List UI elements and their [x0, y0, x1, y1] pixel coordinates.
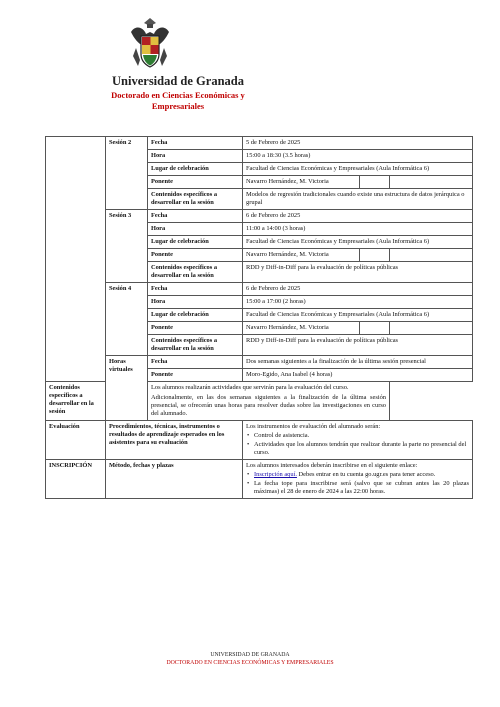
list-item: • La fecha tope para inscribirse será (salvo que se cubran antes las 20 plazas máximas) el 28 de enero de 2024 a las 22:00 horas.: [246, 480, 469, 496]
virtual-hours-label: Horas virtuales: [106, 356, 148, 421]
course-schedule-table: [45, 136, 473, 499]
footer-university: UNIVERSIDAD DE GRANADA: [210, 652, 290, 658]
session-label: Sesión 3: [106, 210, 148, 283]
registration-label: INSCRIPCIÓN: [46, 460, 106, 499]
session-place: Facultad de Ciencias Económicas y Empresariales (Aula Informática 6): [243, 236, 473, 249]
registration-row: [46, 460, 473, 499]
session-contents: RDD y Diff-in-Diff para la evaluación de políticas públicas: [243, 262, 473, 283]
session-speaker: Navarro Hernández, M. Victoria: [243, 322, 360, 335]
session-contents: RDD y Diff-in-Diff para la evaluación de políticas públicas: [243, 335, 473, 356]
session-2-fecha-row: [46, 137, 473, 150]
evaluation-sub-label: Procedimientos, técnicas, instrumentos o resultados de aprendizaje esperados en los asistentes para su evaluación: [106, 421, 243, 460]
university-crest-logo: [126, 14, 174, 74]
registration-link-note: Debes entrar en tu cuenta go.ugr.es para tener acceso.: [296, 471, 436, 478]
session-time: 11:00 a 14:00 (3 horas): [243, 223, 473, 236]
evaluation-content: [243, 421, 473, 460]
field-label: Fecha: [148, 356, 243, 369]
registration-content: [243, 460, 473, 499]
list-item: • Control de asistencia.: [246, 432, 469, 440]
program-title: Doctorado en Ciencias Económicas y Empresariales: [111, 90, 245, 111]
registration-intro: Los alumnos interesados deberán inscribirse en el siguiente enlace:: [246, 462, 418, 469]
session-date: 6 de Febrero de 2025: [243, 210, 473, 223]
session-speaker: Navarro Hernández, M. Victoria: [243, 176, 360, 189]
field-label: Lugar de celebración: [148, 236, 243, 249]
session-speaker: Navarro Hernández, M. Victoria: [243, 249, 360, 262]
field-label: Lugar de celebración: [148, 163, 243, 176]
list-item: • Actividades que los alumnos tendrán que realizar durante la parte no presencial del curso.: [246, 441, 469, 457]
session-time: 15:00 a 17:00 (2 horas): [243, 296, 473, 309]
footer-program: DOCTORADO EN CIENCIAS ECONÓMICAS Y EMPRESARIALES: [166, 660, 334, 666]
session-label: Sesión 2: [106, 137, 148, 210]
field-label: Ponente: [148, 176, 243, 189]
field-label: Fecha: [148, 210, 243, 223]
page-header: [48, 14, 308, 111]
virtual-contents-p1: Los alumnos realizarán actividades que servirán para la evaluación del curso.: [151, 384, 349, 391]
page-footer: [0, 651, 500, 667]
session-contents: Modelos de regresión tradicionales cuando existe una estructura de datos jerárquica o grupal: [243, 189, 473, 210]
registration-list: [246, 471, 469, 496]
field-label: Hora: [148, 150, 243, 163]
session-place: Facultad de Ciencias Económicas y Empresariales (Aula Informática 6): [243, 163, 473, 176]
session-time: 15:00 a 18:30 (3.5 horas): [243, 150, 473, 163]
virtual-date: Dos semanas siguientes a la finalización de la última sesión presencial: [243, 356, 473, 369]
empty-cell: [390, 176, 473, 189]
field-label: Hora: [148, 223, 243, 236]
field-label: Lugar de celebración: [148, 309, 243, 322]
field-label: Fecha: [148, 137, 243, 150]
field-label: Ponente: [148, 249, 243, 262]
field-label: Contenidos específicos a desarrollar en la sesión: [46, 382, 106, 421]
evaluation-label: Evaluación: [46, 421, 106, 460]
session-date: 5 de Febrero de 2025: [243, 137, 473, 150]
left-spacer-cell: [46, 137, 106, 382]
registration-link[interactable]: Inscripción aquí.: [254, 471, 297, 478]
empty-cell: [360, 176, 390, 189]
virtual-speaker: Moro-Egido, Ana Isabel (4 horas): [243, 369, 473, 382]
virtual-contents: [148, 382, 390, 421]
evaluation-intro: Los instrumentos de evaluación del alumnado serán:: [246, 423, 381, 430]
field-label: Ponente: [148, 322, 243, 335]
empty-cell: [390, 322, 473, 335]
evaluation-list: [246, 432, 469, 457]
field-label: Ponente: [148, 369, 243, 382]
field-label: Contenidos específicos a desarrollar en la sesión: [148, 262, 243, 283]
field-label: Contenidos específicos a desarrollar en la sesión: [148, 189, 243, 210]
session-label: Sesión 4: [106, 283, 148, 356]
list-item: [246, 471, 469, 479]
registration-sub-label: Método, fechas y plazas: [106, 460, 243, 499]
field-label: Contenidos específicos a desarrollar en la sesión: [148, 335, 243, 356]
empty-cell: [360, 249, 390, 262]
virtual-contents-p2: Adicionalmente, en las dos semanas siguientes a la finalización de la última sesión presencial, se ofrecerán unas horas para resolver dudas sobre las investigaciones en curso del alumnado.: [151, 394, 386, 417]
field-label: Fecha: [148, 283, 243, 296]
session-date: 6 de Febrero de 2025: [243, 283, 473, 296]
university-name: Universidad de Granada: [112, 74, 244, 88]
evaluation-row: [46, 421, 473, 460]
field-label: Hora: [148, 296, 243, 309]
session-place: Facultad de Ciencias Económicas y Empresariales (Aula Informática 6): [243, 309, 473, 322]
empty-cell: [390, 249, 473, 262]
empty-cell: [360, 322, 390, 335]
